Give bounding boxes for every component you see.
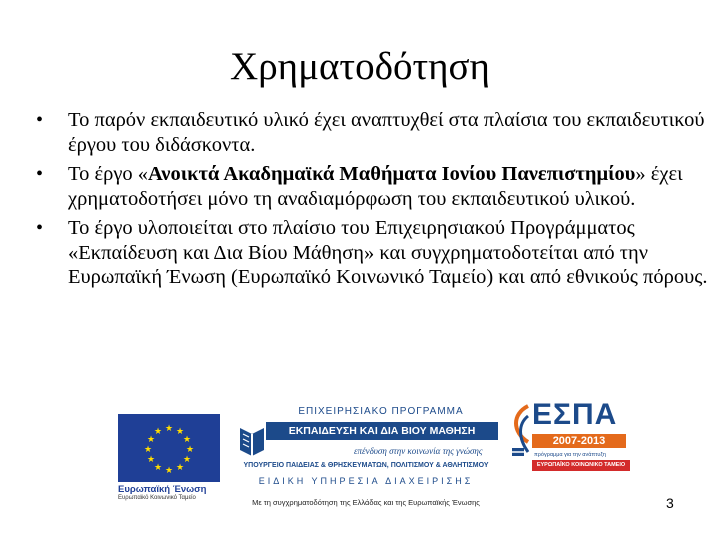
bullet-item: [28, 162, 708, 211]
espa-tagline: πρόγραμμα για την ανάπτυξη: [534, 452, 606, 458]
svg-text:★: ★: [175, 463, 185, 473]
bullet-text: Το έργο υλοποιείται στο πλαίσιο του Επιχειρησιακού Προγράμματος «Εκπαίδευση και Δια Βίου Μάθηση» και συγχρηματοδοτείται από την Ευρωπαϊκή Ένωση (Ευρωπαϊκό Κοινωνικό Ταμείο) και από εθνικούς πόρους.: [68, 217, 708, 288]
svg-text:★: ★: [182, 435, 192, 445]
eu-flag-icon: [118, 414, 220, 482]
svg-text:★: ★: [153, 427, 163, 437]
bullet-item: [28, 216, 708, 290]
eu-caption: Ευρωπαϊκή Ένωση: [118, 484, 207, 495]
book-icon: [238, 424, 266, 456]
svg-text:★: ★: [153, 463, 163, 473]
slide-title: Χρηματοδότηση: [230, 45, 490, 88]
svg-text:★: ★: [146, 455, 156, 465]
ministry-name: ΥΠΟΥΡΓΕΙΟ ΠΑΙΔΕΙΑΣ & ΘΡΗΣΚΕΥΜΑΤΩΝ, ΠΟΛΙΤΙΣΜΟΥ & ΑΘΛΗΤΙΣΜΟΥ: [243, 462, 489, 469]
funding-bullets: [28, 108, 708, 295]
svg-text:★: ★: [164, 424, 174, 434]
bullet-dot-icon: •: [36, 109, 44, 131]
espa-years: 2007-2013: [532, 434, 626, 448]
bullet-dot-icon: •: [36, 163, 44, 185]
svg-text:★: ★: [164, 466, 174, 476]
bullet-text: Το παρόν εκπαιδευτικό υλικό έχει αναπτυχθεί στα πλαίσια του εκπαιδευτικού έργου του διδάσκοντα.: [68, 109, 705, 156]
managing-authority: ΕΙΔΙΚΗ ΥΠΗΡΕΣΙΑ ΔΙΑΧΕΙΡΙΣΗΣ: [258, 476, 474, 486]
programme-name: ΕΚΠΑΙΔΕΥΣΗ ΚΑΙ ΔΙΑ ΒΙΟΥ ΜΑΘΗΣΗ: [266, 422, 498, 440]
bullet-text-end: » έχει χρηματοδοτήσει μόνο τη αναδιαμόρφωση του εκπαιδευτικού υλικού.: [68, 163, 683, 210]
bullet-bold-text: Ανοικτά Ακαδημαϊκά Μαθήματα Ιονίου Πανεπιστημίου: [148, 163, 636, 185]
eu-stars-icon: [118, 414, 220, 482]
svg-text:★: ★: [146, 435, 156, 445]
cofinance-note: Με τη συγχρηματοδότηση της Ελλάδας και της Ευρωπαϊκής Ένωσης: [252, 498, 480, 507]
svg-text:★: ★: [185, 445, 195, 455]
funding-logos-strip: [0, 384, 720, 540]
bullet-item: [28, 108, 708, 157]
programme-heading: ΕΠΙΧΕΙΡΗΣΙΑΚΟ ΠΡΟΓΡΑΜΜΑ: [298, 406, 464, 417]
bullet-text: Το έργο «: [68, 163, 149, 185]
svg-text:★: ★: [175, 427, 185, 437]
page-number: 3: [666, 495, 674, 511]
eu-logo: [118, 414, 222, 502]
svg-text:★: ★: [182, 455, 192, 465]
espa-logo: [508, 398, 628, 478]
programme-logo: [234, 402, 498, 502]
eu-subcaption: Ευρωπαϊκό Κοινωνικό Ταμείο: [118, 495, 196, 501]
espa-wordmark: ΕΣΠΑ: [532, 398, 618, 431]
bullet-dot-icon: •: [36, 217, 44, 239]
svg-text:★: ★: [143, 445, 153, 455]
programme-slogan: επένδυση στην κοινωνία της γνώσης: [354, 446, 483, 456]
espa-swirl-icon: [508, 402, 532, 460]
espa-fund-label: ΕΥΡΩΠΑΪΚΟ ΚΟΙΝΩΝΙΚΟ ΤΑΜΕΙΟ: [532, 460, 630, 471]
